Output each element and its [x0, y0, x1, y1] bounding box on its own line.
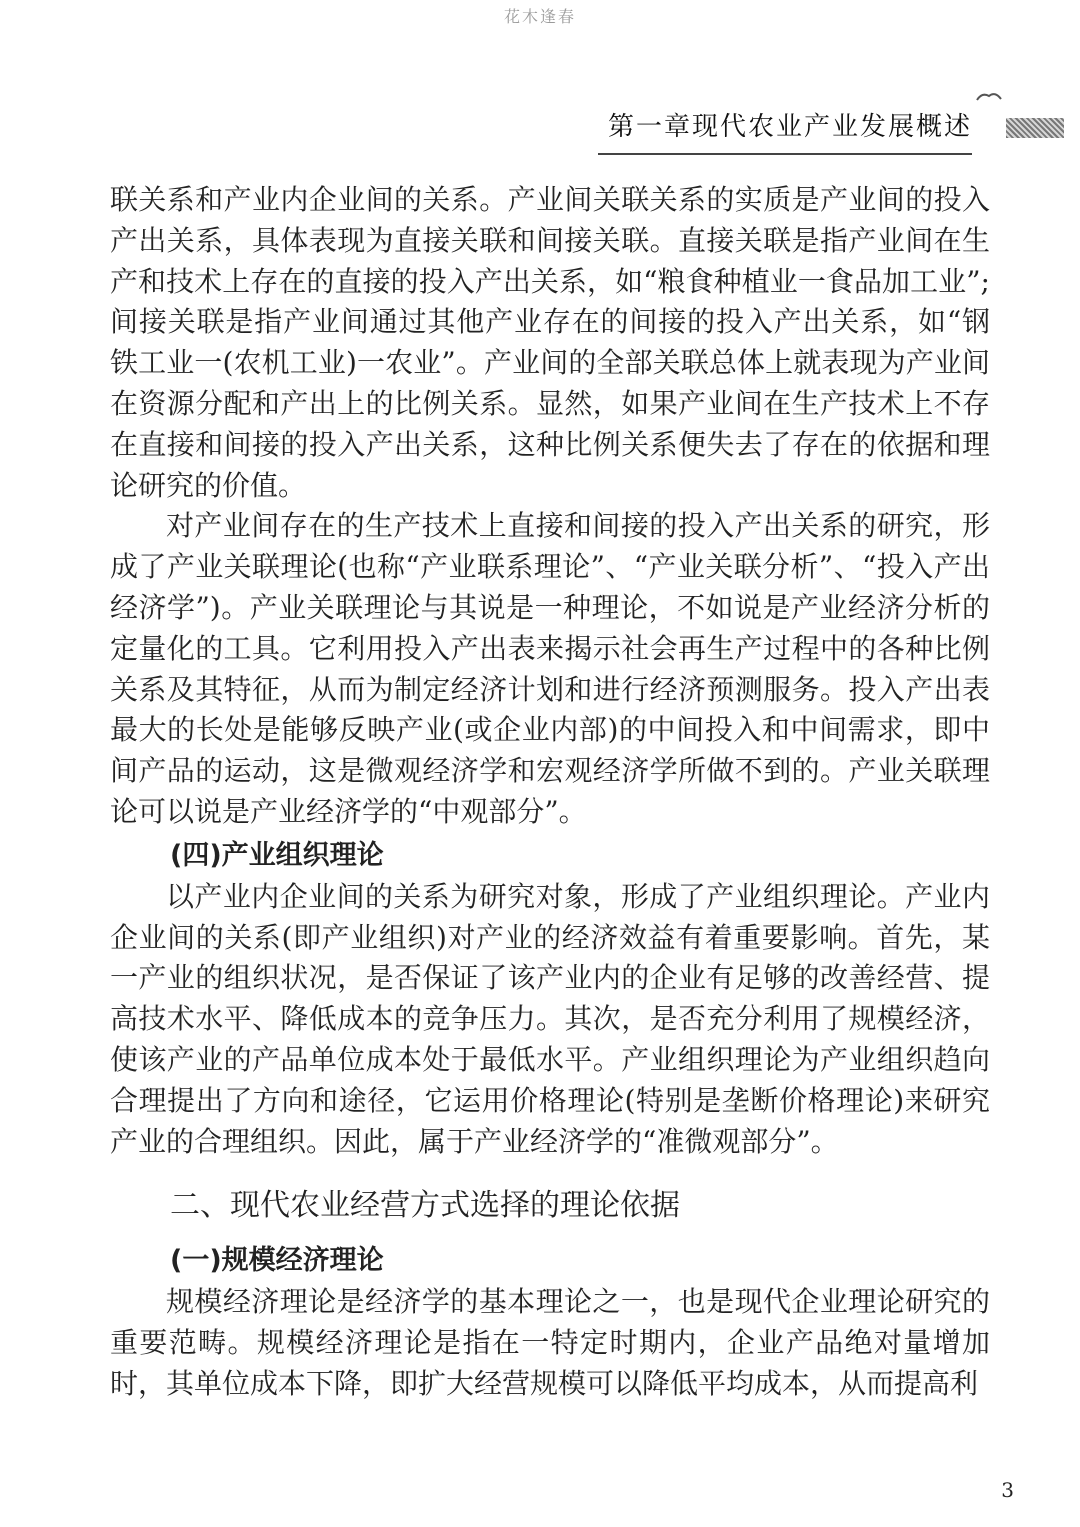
header-decoration	[1006, 118, 1064, 138]
bird-icon	[976, 90, 1002, 102]
watermark: 花木逢春	[503, 7, 576, 26]
paragraph: 规模经济理论是经济学的基本理论之一，也是现代企业理论研究的重要范畴。规模经济理论是指在一特定时期内，企业产品绝对量增加时，其单位成本下降，即扩大经营规模可以降低平均成本，从而提高利	[110, 1285, 990, 1400]
paragraph: 以产业内企业间的关系为研究对象，形成了产业组织理论。产业内企业间的关系(即产业组织)对产业的经济效益有着重要影响。首先，某一产业的组织状况，是否保证了该产业内的企业有足够的改善经营、提高技术水平、降低成本的竞争压力。其次，是否充分利用了规模经济，使该产业的产品单位成本处于最低水平。产业组织理论为产业组织趋向合理提出了方向和途径，它运用价格理论(特别是垄断价格理论)来研究产业的合理组织。因此，属于产业经济学的“准微观部分”。	[110, 879, 990, 1158]
section-heading: 二、现代农业经营方式选择的理论依据	[170, 1188, 680, 1224]
paragraph: 联关系和产业内企业间的关系。产业间关联关系的实质是产业间的投入产出关系，具体表现为直接关联和间接关联。直接关联是指产业间在生产和技术上存在的直接的投入产出关系，如“粮食种植业一食品加工业”;间接关联是指产业间通过其他产业存在的间接的投入产出关系，如“钢铁工业一(农机工业)一农业”。产业间的全部关联总体上就表现为产业间在资源分配和产出上的比例关系。显然，如果产业间在生产技术上不存在直接和间接的投入产出关系，这种比例关系便失去了存在的依据和理论研究的价值。	[110, 183, 990, 502]
paragraph: 对产业间存在的生产技术上直接和间接的投入产出关系的研究，形成了产业关联理论(也称“产业联系理论”、“产业关联分析”、“投入产出经济学”)。产业关联理论与其说是一种理论，不如说是产业经济分析的定量化的工具。它利用投入产出表来揭示社会再生产过程中的各种比例关系及其特征，从而为制定经济计划和进行经济预测服务。投入产出表最大的长处是能够反映产业(或企业内部)的中间投入和中间需求，即中间产品的运动，这是微观经济学和宏观经济学所做不到的。产业关联理论可以说是产业经济学的“中观部分”。	[110, 509, 990, 828]
page-body	[110, 180, 990, 1405]
sub-heading: (一)规模经济理论	[170, 1245, 384, 1277]
sub-heading: (四)产业组织理论	[170, 839, 384, 871]
chapter-title: 第一章现代农业产业发展概述	[598, 106, 972, 155]
page-number: 3	[1001, 1478, 1014, 1502]
